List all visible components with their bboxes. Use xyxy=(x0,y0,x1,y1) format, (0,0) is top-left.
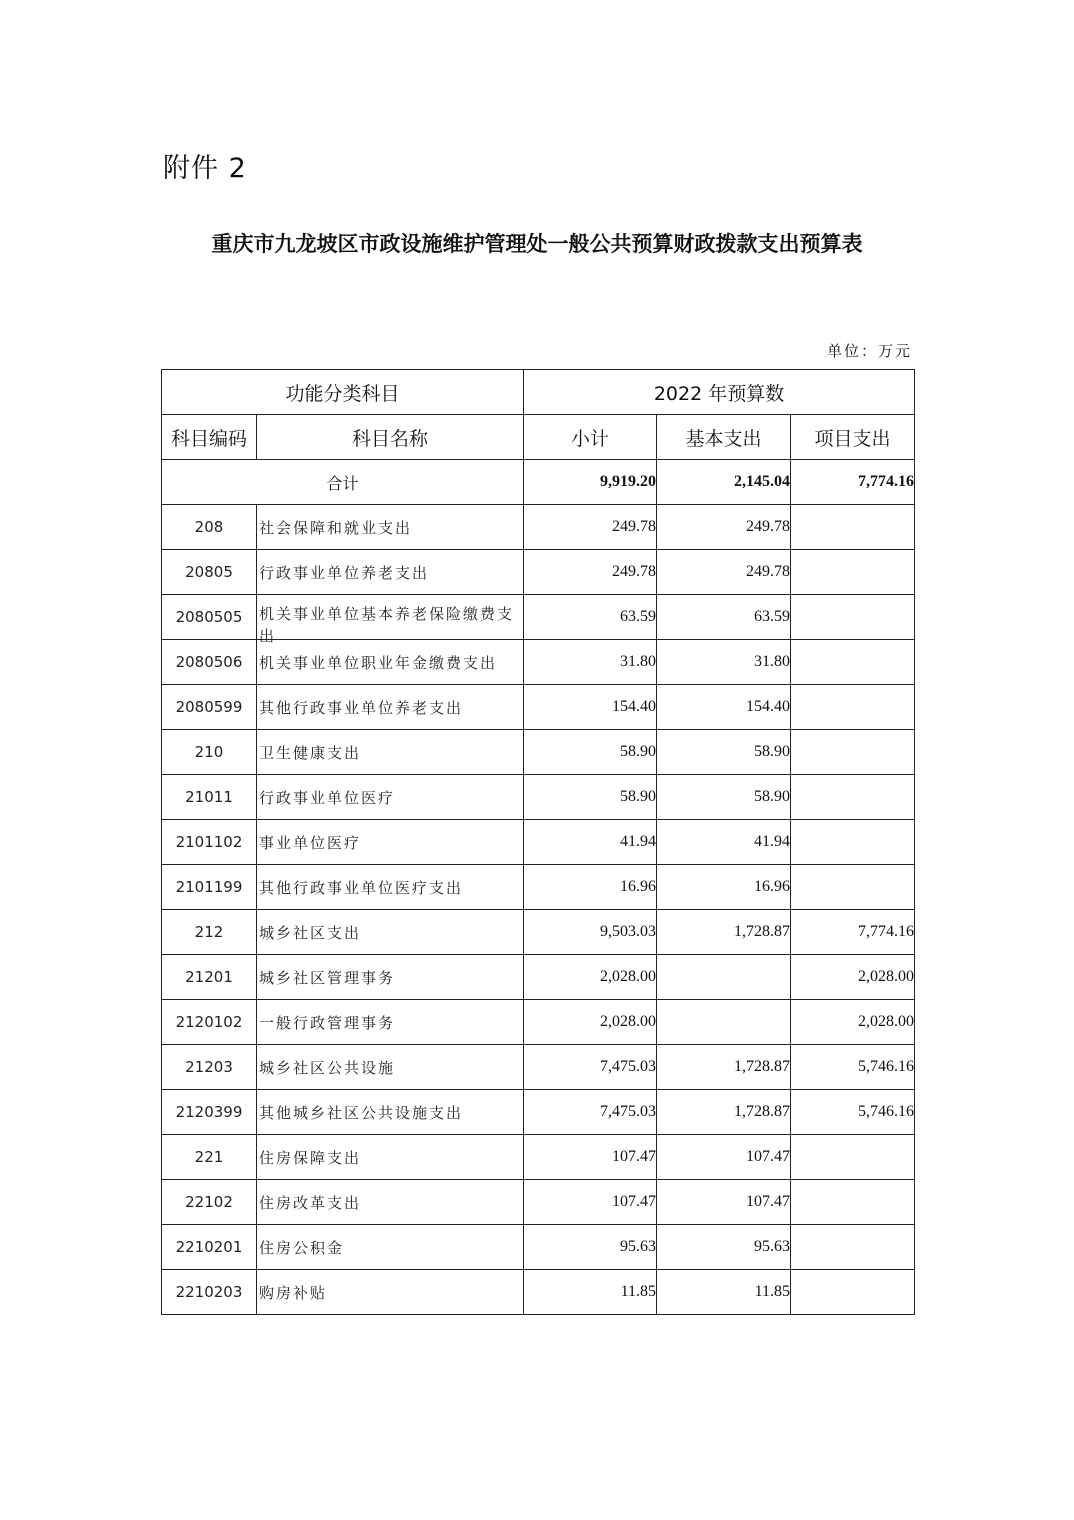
row-project xyxy=(791,1270,915,1315)
row-name-text: 购房补贴 xyxy=(259,1284,328,1302)
row-subtotal: 107.47 xyxy=(524,1135,657,1180)
row-name-text: 机关事业单位职业年金缴费支出 xyxy=(259,654,498,672)
row-name xyxy=(257,550,524,595)
header-functional-category: 功能分类科目 xyxy=(162,370,524,415)
table-row xyxy=(162,1090,915,1135)
row-name-text: 行政事业单位养老支出 xyxy=(259,564,430,582)
row-project xyxy=(791,505,915,550)
row-project xyxy=(791,685,915,730)
row-subtotal: 7,475.03 xyxy=(524,1090,657,1135)
row-name xyxy=(257,640,524,685)
row-basic: 107.47 xyxy=(657,1180,791,1225)
row-code: 21203 xyxy=(162,1045,257,1090)
row-code: 21011 xyxy=(162,775,257,820)
row-name-text: 其他行政事业单位医疗支出 xyxy=(259,879,464,897)
row-project xyxy=(791,865,915,910)
row-name xyxy=(257,910,524,955)
header-row-columns xyxy=(162,415,915,460)
row-subtotal: 154.40 xyxy=(524,685,657,730)
row-subtotal: 16.96 xyxy=(524,865,657,910)
row-name-text: 卫生健康支出 xyxy=(259,744,362,762)
row-name xyxy=(257,1180,524,1225)
table-row xyxy=(162,910,915,955)
row-basic: 1,728.87 xyxy=(657,1045,791,1090)
table-row xyxy=(162,865,915,910)
row-subtotal: 2,028.00 xyxy=(524,955,657,1000)
row-name-text: 社会保障和就业支出 xyxy=(259,519,413,537)
table-row xyxy=(162,775,915,820)
row-name xyxy=(257,730,524,775)
row-code: 2210201 xyxy=(162,1225,257,1270)
row-name-text: 住房改革支出 xyxy=(259,1194,362,1212)
row-project xyxy=(791,550,915,595)
row-code: 210 xyxy=(162,730,257,775)
row-code: 2210203 xyxy=(162,1270,257,1315)
row-name xyxy=(257,1135,524,1180)
row-name xyxy=(257,595,524,645)
row-name-text: 住房保障支出 xyxy=(259,1149,362,1167)
header-project: 项目支出 xyxy=(791,415,915,460)
header-row-group xyxy=(162,370,915,415)
row-basic: 1,728.87 xyxy=(657,1090,791,1135)
row-name-text: 机关事业单位基本养老保险缴费支出 xyxy=(259,605,515,645)
total-basic: 2,145.04 xyxy=(657,460,791,505)
row-code: 2120102 xyxy=(162,1000,257,1045)
row-project xyxy=(791,775,915,820)
row-code: 2101199 xyxy=(162,865,257,910)
row-name-text: 其他城乡社区公共设施支出 xyxy=(259,1104,464,1122)
table-row xyxy=(162,1045,915,1090)
row-basic xyxy=(657,1000,791,1045)
total-project: 7,774.16 xyxy=(791,460,915,505)
row-subtotal: 11.85 xyxy=(524,1270,657,1315)
row-basic: 63.59 xyxy=(657,595,791,640)
row-project xyxy=(791,595,915,640)
row-project xyxy=(791,1225,915,1270)
row-name-text: 城乡社区管理事务 xyxy=(259,969,396,987)
row-code: 2080506 xyxy=(162,640,257,685)
table-row xyxy=(162,1000,915,1045)
row-code: 22102 xyxy=(162,1180,257,1225)
row-name-text: 事业单位医疗 xyxy=(259,834,362,852)
table-row xyxy=(162,955,915,1000)
row-name-text: 城乡社区公共设施 xyxy=(259,1059,396,1077)
row-name xyxy=(257,1090,524,1135)
row-subtotal: 2,028.00 xyxy=(524,1000,657,1045)
row-project: 5,746.16 xyxy=(791,1045,915,1090)
row-code: 2080599 xyxy=(162,685,257,730)
row-project: 2,028.00 xyxy=(791,1000,915,1045)
row-subtotal: 95.63 xyxy=(524,1225,657,1270)
row-name xyxy=(257,1000,524,1045)
row-basic xyxy=(657,955,791,1000)
row-basic: 95.63 xyxy=(657,1225,791,1270)
row-code: 20805 xyxy=(162,550,257,595)
attachment-label: 附件 2 xyxy=(163,153,247,184)
table-row xyxy=(162,1225,915,1270)
total-row xyxy=(162,460,915,505)
header-budget-year: 2022 年预算数 xyxy=(524,370,915,415)
row-name xyxy=(257,685,524,730)
row-name xyxy=(257,955,524,1000)
row-basic: 1,728.87 xyxy=(657,910,791,955)
row-subtotal: 249.78 xyxy=(524,550,657,595)
table-row xyxy=(162,1135,915,1180)
table-row xyxy=(162,595,915,640)
total-subtotal: 9,919.20 xyxy=(524,460,657,505)
row-code: 221 xyxy=(162,1135,257,1180)
row-name-text: 其他行政事业单位养老支出 xyxy=(259,699,464,717)
header-name: 科目名称 xyxy=(257,415,524,460)
table-row xyxy=(162,1270,915,1315)
row-subtotal: 58.90 xyxy=(524,775,657,820)
row-basic: 31.80 xyxy=(657,640,791,685)
row-name xyxy=(257,1225,524,1270)
row-name xyxy=(257,775,524,820)
row-code: 2080505 xyxy=(162,595,257,640)
row-code: 2101102 xyxy=(162,820,257,865)
row-basic: 249.78 xyxy=(657,550,791,595)
row-project: 2,028.00 xyxy=(791,955,915,1000)
row-basic: 107.47 xyxy=(657,1135,791,1180)
row-subtotal: 107.47 xyxy=(524,1180,657,1225)
row-subtotal: 249.78 xyxy=(524,505,657,550)
row-basic: 58.90 xyxy=(657,775,791,820)
table-row xyxy=(162,685,915,730)
row-name-text: 行政事业单位医疗 xyxy=(259,789,396,807)
row-subtotal: 9,503.03 xyxy=(524,910,657,955)
row-code: 21201 xyxy=(162,955,257,1000)
row-basic: 11.85 xyxy=(657,1270,791,1315)
row-basic: 154.40 xyxy=(657,685,791,730)
header-subtotal: 小计 xyxy=(524,415,657,460)
row-project: 5,746.16 xyxy=(791,1090,915,1135)
table-row xyxy=(162,505,915,550)
row-name-text: 一般行政管理事务 xyxy=(259,1014,396,1032)
row-name-text: 住房公积金 xyxy=(259,1239,345,1257)
row-code: 208 xyxy=(162,505,257,550)
row-subtotal: 58.90 xyxy=(524,730,657,775)
unit-label: 单位：万元 xyxy=(826,342,912,360)
row-subtotal: 7,475.03 xyxy=(524,1045,657,1090)
row-subtotal: 31.80 xyxy=(524,640,657,685)
row-project xyxy=(791,1180,915,1225)
row-name xyxy=(257,865,524,910)
row-name-text: 城乡社区支出 xyxy=(259,924,362,942)
total-label: 合计 xyxy=(162,460,524,505)
row-project xyxy=(791,1135,915,1180)
header-basic: 基本支出 xyxy=(657,415,791,460)
row-name xyxy=(257,505,524,550)
row-code: 2120399 xyxy=(162,1090,257,1135)
row-project xyxy=(791,820,915,865)
budget-table xyxy=(161,369,915,1315)
row-project: 7,774.16 xyxy=(791,910,915,955)
table-row xyxy=(162,730,915,775)
row-basic: 58.90 xyxy=(657,730,791,775)
row-name xyxy=(257,1045,524,1090)
table-row xyxy=(162,550,915,595)
row-name xyxy=(257,820,524,865)
table-row xyxy=(162,1180,915,1225)
row-code: 212 xyxy=(162,910,257,955)
row-basic: 16.96 xyxy=(657,865,791,910)
document-title: 重庆市九龙坡区市政设施维护管理处一般公共预算财政拨款支出预算表 xyxy=(211,231,863,256)
row-subtotal: 41.94 xyxy=(524,820,657,865)
row-subtotal: 63.59 xyxy=(524,595,657,640)
table-row xyxy=(162,820,915,865)
row-project xyxy=(791,640,915,685)
row-basic: 41.94 xyxy=(657,820,791,865)
row-basic: 249.78 xyxy=(657,505,791,550)
row-project xyxy=(791,730,915,775)
row-name xyxy=(257,1270,524,1315)
header-code: 科目编码 xyxy=(162,415,257,460)
